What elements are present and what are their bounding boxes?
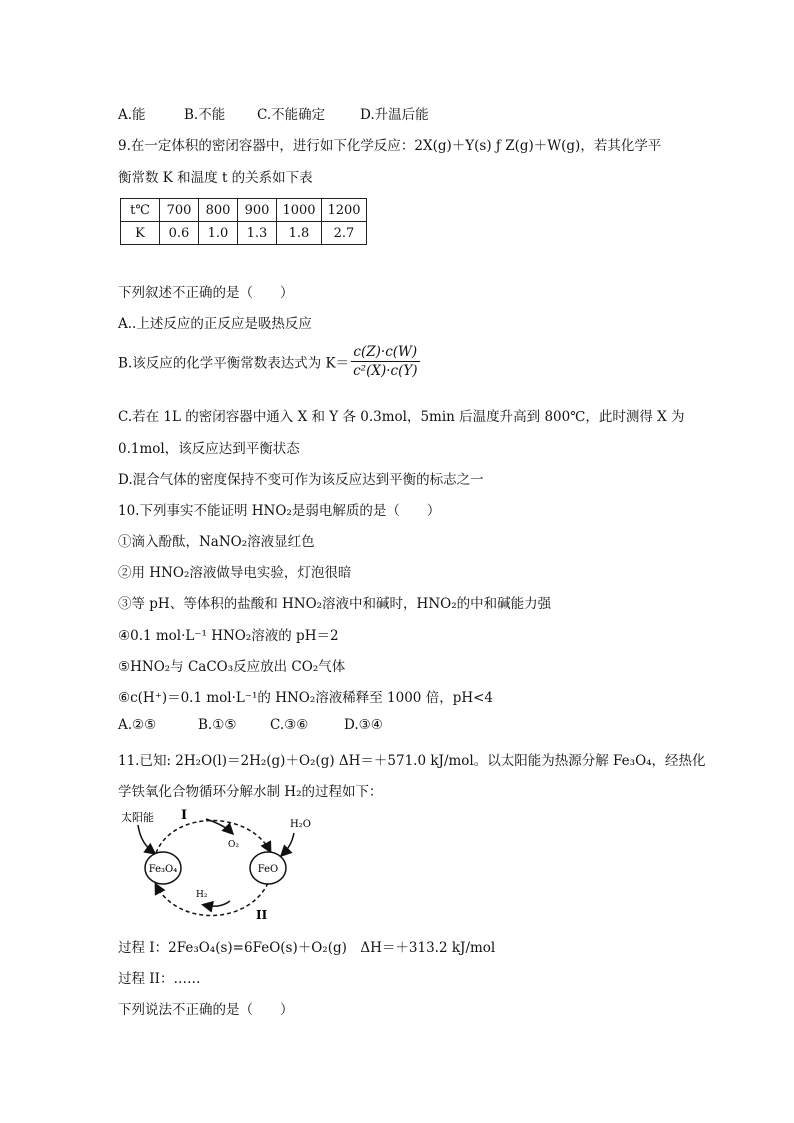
q10-option-a: A.②⑤ bbox=[118, 717, 157, 733]
q8-option-b: B.不能 bbox=[184, 107, 226, 123]
q9-option-a: A..上述反应的正反应是吸热反应 bbox=[118, 316, 312, 332]
h2-label: H₂ bbox=[196, 890, 208, 900]
q9-option-d: D.混合气体的密度保持不变可作为该反应达到平衡的标志之一 bbox=[118, 472, 484, 488]
stage-1-label: I bbox=[181, 808, 188, 823]
q10-item-3: ③等 pH、等体积的盐酸和 HNO₂溶液中和碱时，HNO₂的中和碱能力强 bbox=[118, 596, 552, 612]
q10-item-5: ⑤HNO₂与 CaCO₃反应放出 CO₂气体 bbox=[118, 659, 346, 675]
table-cell: 900 bbox=[238, 199, 277, 222]
feo-label: FeO bbox=[257, 864, 279, 875]
table-cell: 1.8 bbox=[277, 222, 322, 245]
q11-stem-line1: 11.已知: 2H₂O(l)＝2H₂(g)＋O₂(g) ΔH＝＋571.0 kJ/mol。以太阳能为热源分解 Fe₃O₄，经热化 bbox=[118, 753, 706, 769]
q11-stem-line2: 学铁氧化合物循环分解水制 H₂的过程如下： bbox=[118, 784, 383, 800]
table-cell: 800 bbox=[199, 199, 238, 222]
table-cell: 1200 bbox=[322, 199, 367, 222]
o2-output-arrow bbox=[206, 819, 232, 833]
table-row bbox=[121, 222, 367, 245]
cycle-top-arrow bbox=[156, 820, 270, 853]
table-cell: 700 bbox=[160, 199, 199, 222]
q10-option-d: D.③④ bbox=[344, 717, 383, 733]
table-row bbox=[121, 199, 367, 222]
table-cell: 0.6 bbox=[160, 222, 199, 245]
q10-item-4: ④0.1 mol·L⁻¹ HNO₂溶液的 pH＝2 bbox=[118, 628, 339, 644]
h2-output-arrow bbox=[204, 901, 230, 906]
q11-prompt: 下列说法不正确的是（ ） bbox=[118, 1002, 294, 1018]
table-cell: 1.0 bbox=[199, 222, 238, 245]
water-input-arrow bbox=[282, 833, 294, 855]
iron-oxide-cycle-diagram bbox=[118, 805, 318, 925]
stage-2-label: II bbox=[256, 908, 268, 922]
q9-option-c-line1: C.若在 1L 的密闭容器中通入 X 和 Y 各 0.3mol，5min 后温度升高到 800℃，此时测得 X 为 bbox=[118, 409, 685, 425]
solar-energy-label: 太阳能 bbox=[121, 811, 154, 824]
fraction-numerator: c(Z)·c(W) bbox=[351, 344, 419, 362]
option-b-prefix: B.该反应的化学平衡常数表达式为 K＝ bbox=[118, 355, 350, 372]
q8-option-a: A.能 bbox=[118, 107, 146, 123]
fe3o4-label: Fe₃O₄ bbox=[148, 864, 178, 875]
h2o-label: H₂O bbox=[290, 819, 311, 830]
q10-option-b: B.①⑤ bbox=[198, 717, 237, 733]
solar-input-arrow bbox=[138, 825, 154, 853]
q10-options bbox=[118, 717, 383, 733]
q8-option-c: C.不能确定 bbox=[257, 107, 326, 123]
table-cell: t℃ bbox=[121, 199, 160, 222]
q9-stem-line2: 衡常数 K 和温度 t 的关系如下表 bbox=[118, 170, 313, 186]
q9-option-c-line2: 0.1mol，该反应达到平衡状态 bbox=[118, 441, 300, 457]
q10-item-6: ⑥c(H⁺)＝0.1 mol·L⁻¹的 HNO₂溶液稀释至 1000 倍，pH<4 bbox=[118, 690, 494, 706]
q9-option-b bbox=[118, 344, 420, 379]
q10-stem: 10.下列事实不能证明 HNO₂是弱电解质的是（ ） bbox=[118, 503, 441, 519]
table-cell: 2.7 bbox=[322, 222, 367, 245]
table-cell: 1000 bbox=[277, 199, 322, 222]
q8-option-d: D.升温后能 bbox=[360, 107, 429, 123]
cycle-bottom-arrow bbox=[156, 883, 268, 916]
q10-item-1: ①滴入酚酞，NaNO₂溶液显红色 bbox=[118, 534, 315, 550]
q10-item-2: ②用 HNO₂溶液做导电实验，灯泡很暗 bbox=[118, 565, 352, 581]
process-1: 过程 I：2Fe₃O₄(s)=6FeO(s)＋O₂(g) ΔH＝＋313.2 kJ/mol bbox=[118, 940, 496, 956]
table-cell: 1.3 bbox=[238, 222, 277, 245]
fraction-denominator: c²(X)·c(Y) bbox=[353, 363, 418, 379]
o2-label: O₂ bbox=[228, 840, 239, 850]
q8-options bbox=[118, 103, 429, 123]
q9-prompt: 下列叙述不正确的是（ ） bbox=[118, 285, 294, 301]
table-cell: K bbox=[121, 222, 160, 245]
q10-option-c: C.③⑥ bbox=[270, 717, 309, 733]
process-2: 过程 II：…… bbox=[118, 971, 201, 987]
equilibrium-constant-fraction bbox=[351, 344, 419, 379]
k-temperature-table bbox=[120, 198, 367, 245]
q9-stem-line1: 9.在一定体积的密闭容器中，进行如下化学反应：2X(g)＋Y(s) ƒ Z(g)＋W(g)，若其化学平 bbox=[118, 138, 662, 154]
